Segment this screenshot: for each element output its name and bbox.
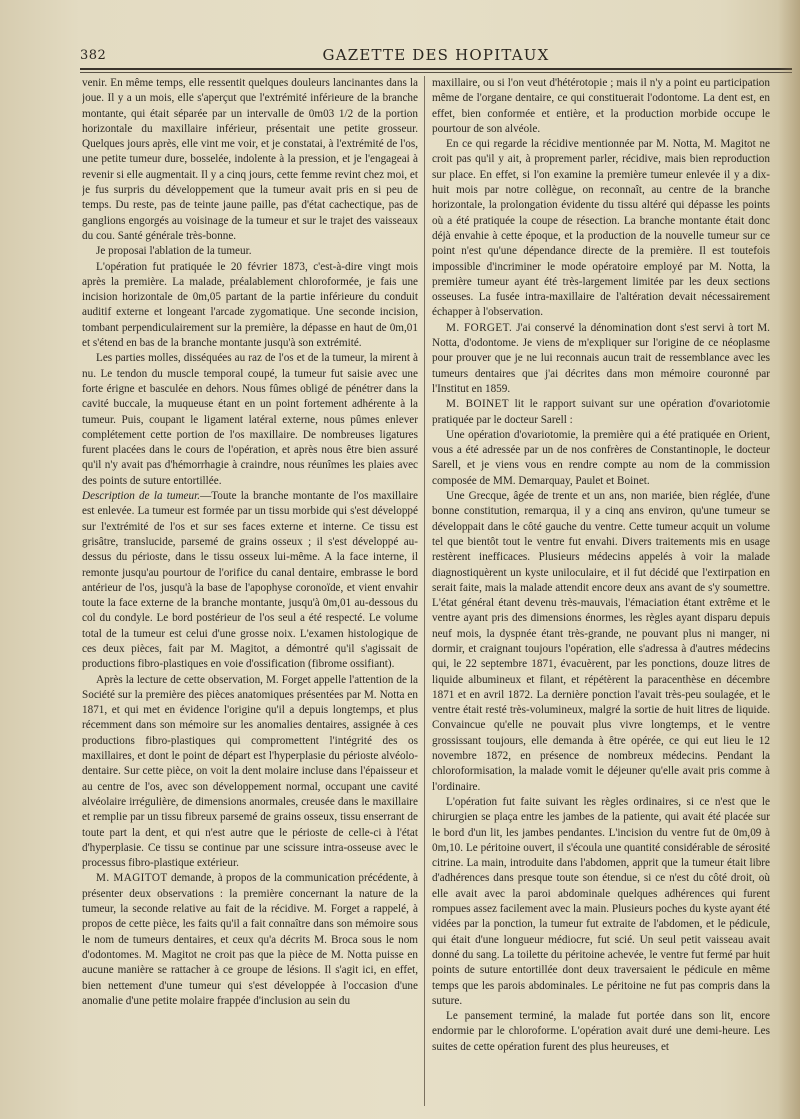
paragraph: [432, 76, 770, 137]
page-header: [80, 44, 792, 66]
paragraph: [432, 397, 770, 428]
paragraph: [432, 428, 770, 489]
paragraph-text: En ce qui regarde la récidive mentionnée par M. Notta, M. Magitot ne croit pas qu'il y ait, à proprement parler, récidive, mais bien reproduction sur place. En effet, si l'on examine la première tumeur enlevée il y a dix-huit mois par notre collègue, on reconnaît, au centre de la branche horizontale, la prolongation évidente du tissu altéré qui dépasse les points où a été pratiquée la coupe de résection. La branche montante était donc déjà envahie à cette époque, et la production de la nouvelle tumeur sur ce point n'est qu'une dépendance directe de la première. Il est toutefois impossible d'incriminer le mode opératoire employé par M. Notta, la première tumeur ayant été très-largement limitée par les deux sections osseuses. La fusée intra-maxillaire de l'altération devait nécessairement échapper à l'observation.: [432, 138, 770, 319]
paragraph-text: maxillaire, ou si l'on veut d'hétérotopie ; mais il n'y a point eu participation même de l'organe dentaire, ce qui constituerait l'odontome. La dent est, en effet, bien conformée et entière, et la production morbide occupe le pourtour de son alvéole.: [432, 77, 770, 135]
paragraph: [432, 137, 770, 321]
paragraph-text: —Toute la branche montante de l'os maxillaire est enlevée. La tumeur est formée par un tissu morbide qui s'est développé sur l'extrémité de l'os et sur ses faces externe et interne. Ce tissu est grisâtre, translucide, parsemé de grains osseux ; il s'est développé au-dessus du périoste, dans le tissu osseux lui-même. A la face interne, il remonte jusqu'au pourtour de l'orifice du canal dentaire, embrasse le bord antérieur de l'os, jusqu'à la base de l'apophyse coronoïde, et vient envahir toute la face externe de la branche montante, jusqu'à 0m,01 au-dessous du col du condyle. Le bord postérieur de l'os seul a été respecté. Le volume total de la tumeur est celui d'une grosse noix. L'examen histologique de ces deux pièces, fait par M. Magitot, a démontré qu'il s'agissait de productions fibro-plastiques en voie d'ossification (fibrome ossifiant).: [82, 490, 418, 671]
running-head: GAZETTE DES HOPITAUX: [322, 46, 550, 64]
paragraph-text: Le pansement terminé, la malade fut portée dans son lit, encore endormie par le chloroforme. L'opération avait duré une demi-heure. Les suites de cette opération furent des plus heureuses, et: [432, 1010, 770, 1053]
paragraph: [82, 260, 418, 352]
paragraph: [432, 489, 770, 795]
paragraph: [432, 1009, 770, 1055]
paragraph-text: Les parties molles, disséquées au raz de l'os et de la tumeur, la mirent à nu. Le tendon du muscle temporal coupé, la tumeur fut saisie avec une forte érigne et basculée en dehors. Nous fûmes obligé de pénétrer dans la cavité buccale, la muqueuse étant en un point fortement adhérente à la tumeur. Puis, coupant le ligament latéral externe, nous pûmes enlever complétement cette portion de l'os maxillaire. De nombreuses ligatures furent placées dans le cours de l'opération, et après nous être bien assuré qu'il n'y avait pas d'hémorrhagie à craindre, nous réunîmes les plaies avec des points de suture entortillée.: [82, 352, 418, 487]
header-rule-thin: [80, 72, 792, 73]
paragraph-text: L'opération fut pratiquée le 20 février 1873, c'est-à-dire vingt mois après la première. La malade, préalablement chloroformée, je fais une incision horizontale de 0m,05 partant de la partie inférieure du conduit auditif externe et longeant l'arcade zygomatique. Une seconde incision, tombant perpendiculairement sur la première, la dépasse en haut de 0m,01 et s'étend en bas de la branche montante jusqu'à son extrémité.: [82, 260, 418, 350]
paragraph: [82, 351, 418, 489]
speaker-name: M. MAGITOT: [96, 872, 168, 885]
page-edge-shadow: [778, 0, 800, 1119]
paragraph-text: Une opération d'ovariotomie, la première qui a été pratiquée en Orient, vous a été adressée par un de nos confrères de Constantinople, le docteur Sarell, et je viens vous en rendre compte au nom de la commission composée de MM. Demarquay, Paulet et Boinet.: [432, 428, 770, 487]
paragraph: [82, 244, 418, 259]
paragraph-text: Après la lecture de cette observation, M. Forget appelle l'attention de la Société sur la première des pièces anatomiques présentées par M. Notta en 1871, et qui met en évidence l'origine qu'il a depuis longtemps, et plus récemment dans son mémoire sur les anomalies dentaires, assignée à ces productions fibro-plastiques qui compromettent l'intégrité des os maxillaires, et dont le point de départ est l'hyperplasie du périoste alvéolo-dentaire. Sur cette pièce, on voit la dent molaire incluse dans l'épaisseur et au centre de l'os, avec son développement normal, occupant une cavité alvéolaire irrégulière, de dimensions anormales, creusée dans le maxillaire et remplie par un tissu fibreux parsemé de grains osseux, tissu enserrant de toute part la dent, et qui n'est autre que le périoste de celle-ci à l'état d'hyperplasie. Ce tissu se continue par une scissure intra-osseuse avec le processus fibro-plastique extérieur.: [82, 673, 418, 870]
speaker-name: M. FORGET.: [446, 321, 513, 334]
paragraph: [82, 489, 418, 673]
paragraph-text: venir. En même temps, elle ressentit quelques douleurs lancinantes dans la joue. Il y a un mois, elle s'aperçut que l'extrémité inférieure de la branche montante, qui était séparée par un intervalle de 0m03 1/2 de la portion horizontale du maxillaire inférieur, présentait une petite grosseur. Quelques jours après, elle vint me voir, et je constatai, à l'extrémité de l'os, une petite tumeur dure, bosselée, indolente à la pression, et je l'engageai à revenir si elle augmentait. Il y a cinq jours, cette femme revint chez moi, et je fus surpris du développement que la tumeur avait pris en si peu de temps. Du reste, pas de teinte jaune paille, pas d'état cachectique, pas de ganglions engorgés au voisinage de la tumeur et sur le trajet des vaisseaux du cou. Santé générale très-bonne.: [82, 77, 418, 242]
left-column: [82, 76, 418, 1108]
paragraph-text: Je proposai l'ablation de la tumeur.: [96, 245, 252, 258]
paragraph-text: lit le rapport suivant sur une opération d'ovariotomie pratiquée par le docteur Sarell :: [432, 398, 770, 426]
paragraph-text: demande, à propos de la communication précédente, à présenter deux observations : la première concernant la nature de la tumeur, la seconde relative au fait de la récidive. M. Forget a rappelé, à propos de cette pièce, les faits qu'il a fait connaître dans son mémoire sous le nom de tumeurs dentaires, et ceux qu'a décrits M. Broca sous le nom d'odontomes. M. Magitot ne croit pas que la pièce de M. Notta puisse en aucune manière se rattacher à ce groupe de lésions. Il s'agit ici, en effet, bien nettement d'une tumeur qui s'est développée à l'occasion d'une anomalie d'une petite molaire frappée d'inclusion au sein du: [82, 872, 418, 1007]
paragraph-text: J'ai conservé la dénomination dont s'est servi à tort M. Notta, d'odontome. Je viens de m'expliquer sur l'origine de ce néoplasme pour prouver que je ne lui reconnais aucun trait de ressemblance avec les tumeurs dentaires que j'ai décrites dans mon mémoire couronné par l'Institut en 1859.: [432, 321, 770, 395]
paragraph: [432, 795, 770, 1009]
paragraph: [432, 321, 770, 397]
speaker-name: M. BOINET: [446, 398, 510, 411]
header-rule: [80, 68, 792, 70]
page-number: 382: [80, 48, 107, 63]
paragraph-text: L'opération fut faite suivant les règles ordinaires, si ce n'est que le chirurgien se plaça entre les jambes de la patiente, qui avait été placée sur le bord d'un lit, les jambes pendantes. L'incision du ventre fut de 0m,09 à 0m,10. Le péritoine ouvert, il s'écoula une quantité considérable de sérosité citrine. La main, introduite dans l'abdomen, apprit que la tumeur était libre d'adhérences dans presque toute son étendue, si ce n'est du côté droit, où elle avait avec la paroi abdominale quelques adhérences qui furent rompues assez facilement avec la main. Plusieurs poches du kyste ayant été vidées par la ponction, la tumeur fut extraite de l'abdomen, et le pédicule, qui était d'une longueur médiocre, fut scié. Un seul petit vaisseau avait donné du sang. La toilette du péritoine achevée, le ventre fut fermé par huit points de suture entortillée dont deux traversaient le pédicule en même temps que les parois abdominales. Le péritoine ne fut pas compris dans la suture.: [432, 795, 770, 1007]
paragraph: [82, 76, 418, 244]
paragraph: [82, 871, 418, 1009]
section-label: Description de la tumeur.: [82, 490, 201, 503]
paragraph-text: Une Grecque, âgée de trente et un ans, non mariée, bien réglée, d'une bonne constitution, remarqua, il y a cinq ans environ, qu'une tumeur se développait dans le côté gauche du ventre. Cette tumeur acquit un volume tel que bientôt tout le ventre fut envahi. Divers traitements mis en usage restèrent inefficaces. Plusieurs médecins appelés à voir la malade diagnostiquèrent un kyste uniloculaire, et il fut décidé que l'extirpation en serait faite, mais la malade attendit encore deux ans avant de s'y soumettre. L'état général étant devenu très-mauvais, l'émaciation étant extrême et le ventre ayant pris des dimensions énormes, les règles ayant disparu depuis neuf mois, la dyspnée étant très-grande, ne pouvant plus ni manger, ni dormir, et craignant toujours l'opération, elle s'adressa à d'autres médecins qui, le 22 septembre 1871, évacuèrent, par les ponctions, douze litres de liquide albumineux et filant, et répétèrent la paracenthèse en décembre 1871 et en avril 1872. La dernière ponction l'avait très-peu soulagée, et le ventre était resté très-volumineux, malgré la sortie de huit litres de liquide. Convaincue qu'elle ne pouvait plus vivre longtemps, et le ventre grossissant toujours, elle demanda à être opérée, ce qui eut lieu le 12 novembre 1872, en présence de nombreux médecins. Pendant la chloroformisation, la malade vomit le déjeuner qu'elle avait pris comme à l'ordinaire.: [432, 490, 770, 793]
paragraph: [82, 673, 418, 872]
right-column: [432, 76, 770, 1108]
column-divider: [424, 76, 425, 1106]
